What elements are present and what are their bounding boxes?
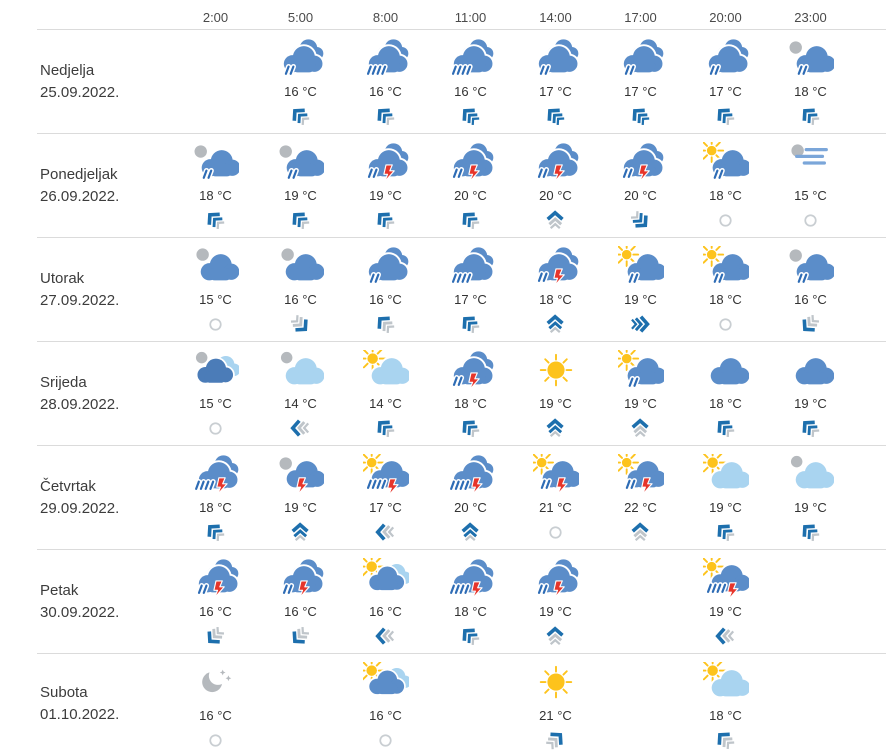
forecast-cell	[768, 30, 853, 133]
day-date: 01.10.2022.	[40, 706, 120, 723]
weather-night-cloud-icon	[278, 245, 324, 289]
temperature: 21 °C	[539, 500, 572, 515]
weather-cloud-icon	[703, 349, 749, 393]
temperature: 22 °C	[624, 500, 657, 515]
forecast-cell	[428, 654, 513, 754]
day-label	[37, 134, 173, 237]
temperature: 18 °C	[199, 500, 232, 515]
weather-sun-lightcloud-icon	[703, 453, 749, 497]
wind-nw-icon	[372, 103, 399, 130]
time-header-2: 2:00	[202, 10, 229, 25]
forecast-cell	[513, 446, 598, 549]
time-header-11: 11:00	[454, 10, 487, 25]
weather-sun-heavy-thunder-icon	[703, 557, 749, 601]
wind-nw-icon	[457, 103, 484, 130]
weather-night-cloud-icon	[193, 245, 239, 289]
temperature: 19 °C	[539, 604, 572, 619]
temperature: 19 °C	[539, 396, 572, 411]
weather-sun-cloud-icon	[363, 557, 409, 601]
temperature: 16 °C	[199, 604, 232, 619]
weather-sun-rain-icon	[703, 141, 749, 185]
day-row	[37, 134, 886, 238]
temperature: 19 °C	[794, 396, 827, 411]
weather-sun-lightcloud-icon	[363, 349, 409, 393]
wind-up-icon	[457, 519, 484, 546]
wind-nw-icon	[372, 311, 399, 338]
forecast-cell	[598, 134, 683, 237]
wind-nw-icon	[457, 623, 484, 650]
forecast-cell	[598, 446, 683, 549]
forecast-cell	[258, 238, 343, 341]
forecast-cell	[343, 550, 428, 653]
weather-thunder-rain-icon	[533, 141, 579, 185]
day-row	[37, 30, 886, 134]
forecast-cell	[598, 550, 683, 653]
weather-night-thunder-icon	[278, 453, 324, 497]
temperature: 17 °C	[539, 84, 572, 99]
forecast-cell	[258, 550, 343, 653]
day-label	[37, 550, 173, 653]
weather-night-rain-icon	[193, 141, 239, 185]
wind-nw-icon	[627, 103, 654, 130]
wind-calm-icon	[205, 727, 226, 754]
weather-rain-icon	[533, 37, 579, 81]
forecast-cell	[258, 134, 343, 237]
temperature: 15 °C	[199, 396, 232, 411]
day-label	[37, 342, 173, 445]
temperature: 17 °C	[709, 84, 742, 99]
temperature: 15 °C	[794, 188, 827, 203]
temperature: 16 °C	[199, 708, 232, 723]
wind-sw-icon	[287, 623, 314, 650]
weather-sun-rain-icon	[618, 245, 664, 289]
temperature: 19 °C	[284, 188, 317, 203]
temperature: 20 °C	[539, 188, 572, 203]
day-date: 27.09.2022.	[40, 291, 120, 309]
wind-left-icon	[287, 415, 314, 442]
weather-heavy-thunder-icon	[193, 453, 239, 497]
wind-calm-icon	[375, 727, 396, 754]
day-name: Ponedjeljak	[40, 165, 118, 183]
weather-heavy-rain-icon	[363, 37, 409, 81]
wind-up-icon	[627, 415, 654, 442]
forecast-cell	[343, 446, 428, 549]
temperature: 16 °C	[454, 84, 487, 99]
temperature: 20 °C	[454, 500, 487, 515]
forecast-cell	[173, 134, 258, 237]
temperature: 16 °C	[369, 604, 402, 619]
temperature: 17 °C	[454, 292, 487, 307]
forecast-cell	[768, 550, 853, 653]
weather-thunder-rain-icon	[448, 141, 494, 185]
day-row	[37, 238, 886, 342]
forecast-rows	[37, 30, 886, 749]
forecast-cell	[513, 238, 598, 341]
weather-sun-cloud-icon	[363, 661, 409, 705]
forecast-cell	[173, 654, 258, 754]
wind-up-icon	[542, 207, 569, 234]
wind-sw-icon	[797, 311, 824, 338]
weather-rain-icon	[278, 37, 324, 81]
wind-nw-icon	[712, 103, 739, 130]
forecast-cell	[768, 654, 853, 754]
temperature: 17 °C	[624, 84, 657, 99]
weather-sun-rain-icon	[618, 349, 664, 393]
temperature: 14 °C	[284, 396, 317, 411]
weather-sun-icon	[533, 661, 579, 705]
forecast-cell	[513, 30, 598, 133]
day-label	[37, 446, 173, 549]
weather-heavy-thunder-icon	[448, 557, 494, 601]
forecast-cell	[343, 134, 428, 237]
forecast-cell	[343, 238, 428, 341]
temperature: 16 °C	[369, 292, 402, 307]
temperature: 15 °C	[199, 292, 232, 307]
wind-nw-icon	[202, 207, 229, 234]
weather-cloud-icon	[788, 349, 834, 393]
wind-calm-icon	[800, 207, 821, 234]
temperature: 19 °C	[624, 396, 657, 411]
weather-night-rain-icon	[278, 141, 324, 185]
weather-night-rain-icon	[788, 37, 834, 81]
temperature: 18 °C	[454, 396, 487, 411]
weather-night-lightcloud-icon	[278, 349, 324, 393]
weather-heavy-rain-icon	[448, 37, 494, 81]
forecast-cell	[428, 134, 513, 237]
temperature: 18 °C	[454, 604, 487, 619]
forecast-cell	[513, 550, 598, 653]
temperature: 16 °C	[794, 292, 827, 307]
weather-rain-icon	[618, 37, 664, 81]
wind-calm-icon	[205, 415, 226, 442]
day-name: Subota	[40, 684, 88, 701]
temperature: 16 °C	[284, 292, 317, 307]
weather-thunder-rain-icon	[363, 141, 409, 185]
wind-calm-icon	[715, 311, 736, 338]
wind-nw-icon	[457, 311, 484, 338]
day-date: 25.09.2022.	[40, 83, 120, 101]
forecast-cell	[683, 134, 768, 237]
wind-nw-icon	[372, 207, 399, 234]
weather-sun-thunder-icon	[618, 453, 664, 497]
weather-moon-stars-icon	[193, 661, 239, 705]
forecast-cell	[683, 238, 768, 341]
time-header-17: 17:00	[624, 10, 657, 25]
forecast-cell	[768, 342, 853, 445]
temperature: 20 °C	[624, 188, 657, 203]
day-name: Nedjelja	[40, 61, 95, 79]
wind-nw-icon	[797, 519, 824, 546]
temperature: 19 °C	[624, 292, 657, 307]
weather-thunder-rain-icon	[533, 557, 579, 601]
time-header-row	[37, 0, 886, 30]
wind-nw-icon	[457, 415, 484, 442]
day-name: Utorak	[40, 269, 85, 287]
temperature: 18 °C	[709, 188, 742, 203]
forecast-cell	[683, 654, 768, 754]
temperature: 18 °C	[199, 188, 232, 203]
weather-thunder-rain-icon	[193, 557, 239, 601]
wind-nw-icon	[712, 415, 739, 442]
wind-calm-icon	[205, 311, 226, 338]
wind-nw-icon	[372, 415, 399, 442]
forecast-cell	[258, 446, 343, 549]
forecast-cell	[173, 550, 258, 653]
weather-thunder-rain-icon	[448, 349, 494, 393]
time-header-14: 14:00	[539, 10, 572, 25]
day-name: Petak	[40, 581, 79, 599]
weather-thunder-rain-icon	[533, 245, 579, 289]
wind-up-icon	[287, 519, 314, 546]
forecast-cell	[428, 550, 513, 653]
temperature: 18 °C	[794, 84, 827, 99]
temperature: 18 °C	[709, 396, 742, 411]
weather-fog-night-icon	[788, 141, 834, 185]
temperature: 17 °C	[369, 500, 402, 515]
wind-nw-icon	[712, 519, 739, 546]
forecast-cell	[428, 446, 513, 549]
forecast-cell	[513, 342, 598, 445]
weather-rain-icon	[363, 245, 409, 289]
wind-up-icon	[542, 311, 569, 338]
forecast-cell	[343, 30, 428, 133]
forecast-cell	[173, 342, 258, 445]
forecast-cell	[768, 238, 853, 341]
temperature: 19 °C	[794, 500, 827, 515]
temperature: 20 °C	[454, 188, 487, 203]
wind-nw-icon	[712, 727, 739, 754]
weather-thunder-rain-icon	[278, 557, 324, 601]
weather-night-rain-icon	[788, 245, 834, 289]
temperature: 19 °C	[284, 500, 317, 515]
forecast-cell	[258, 30, 343, 133]
day-row	[37, 550, 886, 654]
day-date: 26.09.2022.	[40, 187, 120, 205]
day-row	[37, 446, 886, 550]
wind-nw-icon	[287, 207, 314, 234]
forecast-cell	[513, 134, 598, 237]
forecast-cell	[683, 342, 768, 445]
wind-nw-icon	[202, 519, 229, 546]
weather-heavy-rain-icon	[448, 245, 494, 289]
temperature: 16 °C	[369, 708, 402, 723]
forecast-cell	[173, 446, 258, 549]
weather-sun-heavy-thunder-icon	[363, 453, 409, 497]
wind-left-icon	[372, 519, 399, 546]
forecast-cell	[258, 654, 343, 754]
forecast-cell	[598, 342, 683, 445]
wind-nw-icon	[797, 415, 824, 442]
forecast-table	[37, 0, 886, 749]
forecast-cell	[598, 238, 683, 341]
forecast-cell	[173, 30, 258, 133]
day-date: 28.09.2022.	[40, 395, 120, 413]
wind-se-icon	[627, 207, 654, 234]
wind-calm-icon	[545, 519, 566, 546]
day-name: Četvrtak	[40, 477, 96, 495]
day-name: Srijeda	[40, 373, 87, 391]
wind-sw-icon	[202, 623, 229, 650]
temperature: 18 °C	[539, 292, 572, 307]
temperature: 18 °C	[709, 708, 742, 723]
wind-left-icon	[372, 623, 399, 650]
weather-night-clouds-icon	[193, 349, 239, 393]
wind-up-icon	[542, 623, 569, 650]
forecast-cell	[598, 30, 683, 133]
forecast-cell	[428, 238, 513, 341]
wind-nw-icon	[797, 103, 824, 130]
day-label	[37, 238, 173, 341]
time-header-23: 23:00	[794, 10, 827, 25]
forecast-cell	[343, 342, 428, 445]
forecast-cell	[768, 134, 853, 237]
temperature: 19 °C	[709, 500, 742, 515]
wind-calm-icon	[715, 207, 736, 234]
day-row	[37, 342, 886, 446]
wind-nw-icon	[287, 103, 314, 130]
weather-sun-icon	[533, 349, 579, 393]
temperature: 21 °C	[539, 708, 572, 723]
wind-se-icon	[287, 311, 314, 338]
forecast-cell	[173, 238, 258, 341]
temperature: 16 °C	[369, 84, 402, 99]
forecast-cell	[258, 342, 343, 445]
temperature: 19 °C	[369, 188, 402, 203]
forecast-cell	[598, 654, 683, 754]
weather-sun-thunder-icon	[533, 453, 579, 497]
day-date: 30.09.2022.	[40, 603, 120, 621]
day-label	[37, 30, 173, 133]
day-label	[37, 654, 173, 754]
temperature: 18 °C	[709, 292, 742, 307]
time-header-5: 5:00	[287, 10, 314, 25]
weather-night-lightcloud-icon	[788, 453, 834, 497]
temperature: 16 °C	[284, 84, 317, 99]
weather-rain-icon	[703, 37, 749, 81]
forecast-cell	[428, 342, 513, 445]
temperature: 16 °C	[284, 604, 317, 619]
forecast-cell	[683, 446, 768, 549]
wind-ne-icon	[542, 727, 569, 754]
temperature: 19 °C	[709, 604, 742, 619]
wind-nw-icon	[457, 207, 484, 234]
day-date: 29.09.2022.	[40, 499, 120, 517]
wind-up-icon	[542, 415, 569, 442]
wind-left-icon	[712, 623, 739, 650]
weather-heavy-thunder-icon	[448, 453, 494, 497]
wind-nw-icon	[542, 103, 569, 130]
wind-up-icon	[627, 519, 654, 546]
time-header-20: 20:00	[709, 10, 742, 25]
forecast-cell	[343, 654, 428, 754]
weather-thunder-rain-icon	[618, 141, 664, 185]
forecast-cell	[768, 446, 853, 549]
weather-sun-lightcloud-icon	[703, 661, 749, 705]
temperature: 14 °C	[369, 396, 402, 411]
forecast-cell	[428, 30, 513, 133]
time-header-8: 8:00	[372, 10, 399, 25]
forecast-cell	[513, 654, 598, 754]
forecast-cell	[683, 550, 768, 653]
weather-sun-rain-icon	[703, 245, 749, 289]
day-row	[37, 654, 886, 749]
forecast-cell	[683, 30, 768, 133]
wind-right-icon	[627, 311, 654, 338]
